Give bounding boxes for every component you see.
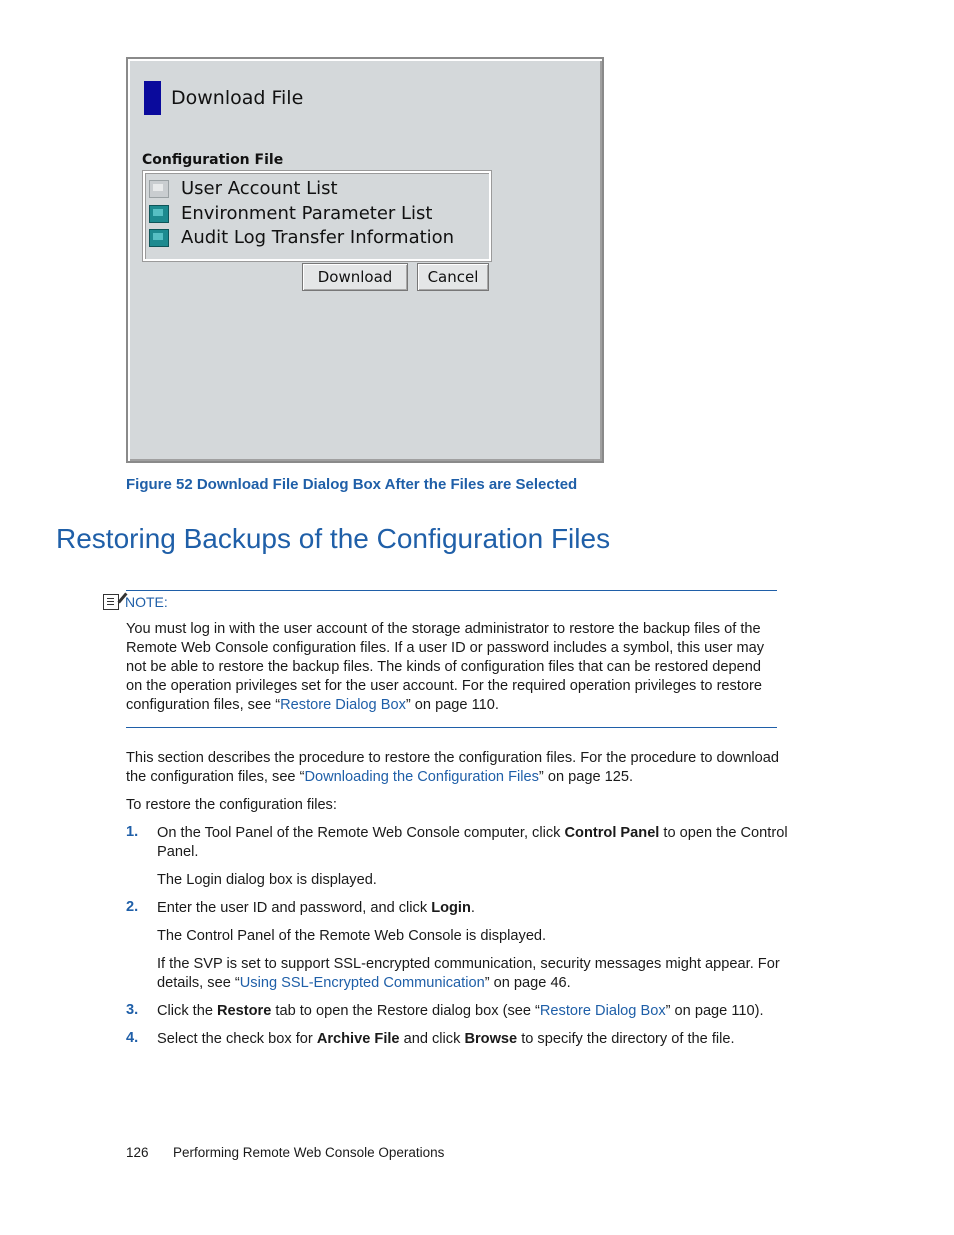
step-4 — [157, 1030, 807, 1049]
configuration-file-label: Configuration File — [142, 152, 284, 168]
intro-line: This section describes the procedure to restore the configuration files. For the procedure to download — [126, 750, 780, 766]
file-selected-icon — [149, 205, 169, 223]
restore-dialog-box-link[interactable]: Restore Dialog Box — [539, 1003, 666, 1019]
archive-file-term: Archive File — [316, 1031, 400, 1047]
note-bottom-rule — [126, 727, 777, 728]
step-1 — [157, 824, 807, 862]
step-2-result: The Control Panel of the Remote Web Console is displayed. — [157, 928, 547, 944]
dialog-header — [144, 81, 303, 115]
intro-text: the configuration files, see “ — [126, 769, 305, 785]
file-item-label: Audit Log Transfer Information — [181, 227, 455, 248]
note-body — [126, 620, 772, 715]
downloading-configuration-files-link[interactable]: Downloading the Configuration Files — [304, 769, 539, 785]
step-text-part: ” on page 46. — [484, 975, 571, 991]
file-dim-icon — [149, 180, 169, 198]
intro-text: ” on page 125. — [538, 769, 634, 785]
file-item-label: User Account List — [181, 178, 338, 199]
note-text: ” on page 110. — [405, 697, 499, 713]
step-text-part: to specify the directory of the file. — [517, 1031, 735, 1047]
file-item-audit-log-transfer-information[interactable] — [149, 227, 454, 248]
figure-caption: Figure 52 Download File Dialog Box After the Files are Selected — [126, 476, 578, 493]
step-text — [157, 974, 807, 993]
step-text-part: Click the — [157, 1003, 218, 1019]
browse-term: Browse — [464, 1031, 518, 1047]
step-text-part: to open the Control — [659, 825, 788, 841]
file-item-label: Environment Parameter List — [181, 203, 433, 224]
step-text — [157, 824, 807, 843]
restore-term: Restore — [217, 1003, 272, 1019]
note-header — [103, 594, 168, 610]
step-1-result: The Login dialog box is displayed. — [157, 872, 377, 888]
step-number: 3. — [126, 1002, 139, 1018]
footer-title: Performing Remote Web Console Operations — [173, 1145, 445, 1160]
step-number: 4. — [126, 1030, 139, 1046]
step-text-part: ” on page 110). — [665, 1003, 764, 1019]
note-line: not be able to restore the backup files. The kinds of configuration files that can be restored depend — [126, 659, 761, 675]
step-number: 2. — [126, 899, 139, 915]
step-text: Panel. — [157, 844, 199, 860]
step-text-part: Enter the user ID and password, and click — [157, 900, 432, 916]
note-line: on the operation privileges set for the user account. For the required operation privileges to restore — [126, 678, 762, 694]
file-selected-icon — [149, 229, 169, 247]
note-label: NOTE: — [125, 594, 168, 610]
ssl-encrypted-communication-link[interactable]: Using SSL-Encrypted Communication — [239, 975, 485, 991]
download-button[interactable]: Download — [302, 263, 408, 291]
note-line — [126, 696, 772, 715]
note-pencil-icon — [103, 594, 119, 610]
page-number: 126 — [126, 1145, 149, 1160]
procedure-lead: To restore the configuration files: — [126, 797, 337, 813]
intro-paragraph — [126, 749, 806, 787]
note-line: Remote Web Console configuration files. If a user ID or password includes a symbol, this user may — [126, 640, 765, 656]
note-line: You must log in with the user account of the storage administrator to restore the backup files of the — [126, 621, 761, 637]
step-2-ssl-note — [157, 955, 807, 993]
step-text-part: and click — [399, 1031, 465, 1047]
download-file-dialog-screenshot — [126, 57, 604, 463]
login-term: Login — [431, 900, 471, 916]
intro-line — [126, 768, 806, 787]
step-text-part: . — [470, 900, 475, 916]
step-text-part: details, see “ — [157, 975, 240, 991]
note-text: configuration files, see “ — [126, 697, 281, 713]
dialog-title: Download File — [171, 87, 304, 109]
step-text-part: tab to open the Restore dialog box (see “ — [271, 1003, 540, 1019]
step-text-part: Select the check box for — [157, 1031, 317, 1047]
section-title: Restoring Backups of the Configuration Files — [56, 523, 611, 554]
step-number: 1. — [126, 824, 139, 840]
restore-dialog-box-link[interactable]: Restore Dialog Box — [280, 697, 406, 713]
step-3 — [157, 1002, 807, 1021]
step-text-part: On the Tool Panel of the Remote Web Console computer, click — [157, 825, 565, 841]
step-text: If the SVP is set to support SSL-encrypted communication, security messages might appear. For — [157, 956, 780, 972]
file-item-user-account-list[interactable] — [149, 178, 338, 199]
note-top-rule — [126, 590, 777, 591]
configuration-file-list — [143, 171, 491, 261]
cancel-button[interactable]: Cancel — [417, 263, 489, 291]
control-panel-term: Control Panel — [564, 825, 660, 841]
title-marker-icon — [144, 81, 161, 115]
file-item-environment-parameter-list[interactable] — [149, 203, 433, 224]
step-2 — [157, 899, 807, 918]
